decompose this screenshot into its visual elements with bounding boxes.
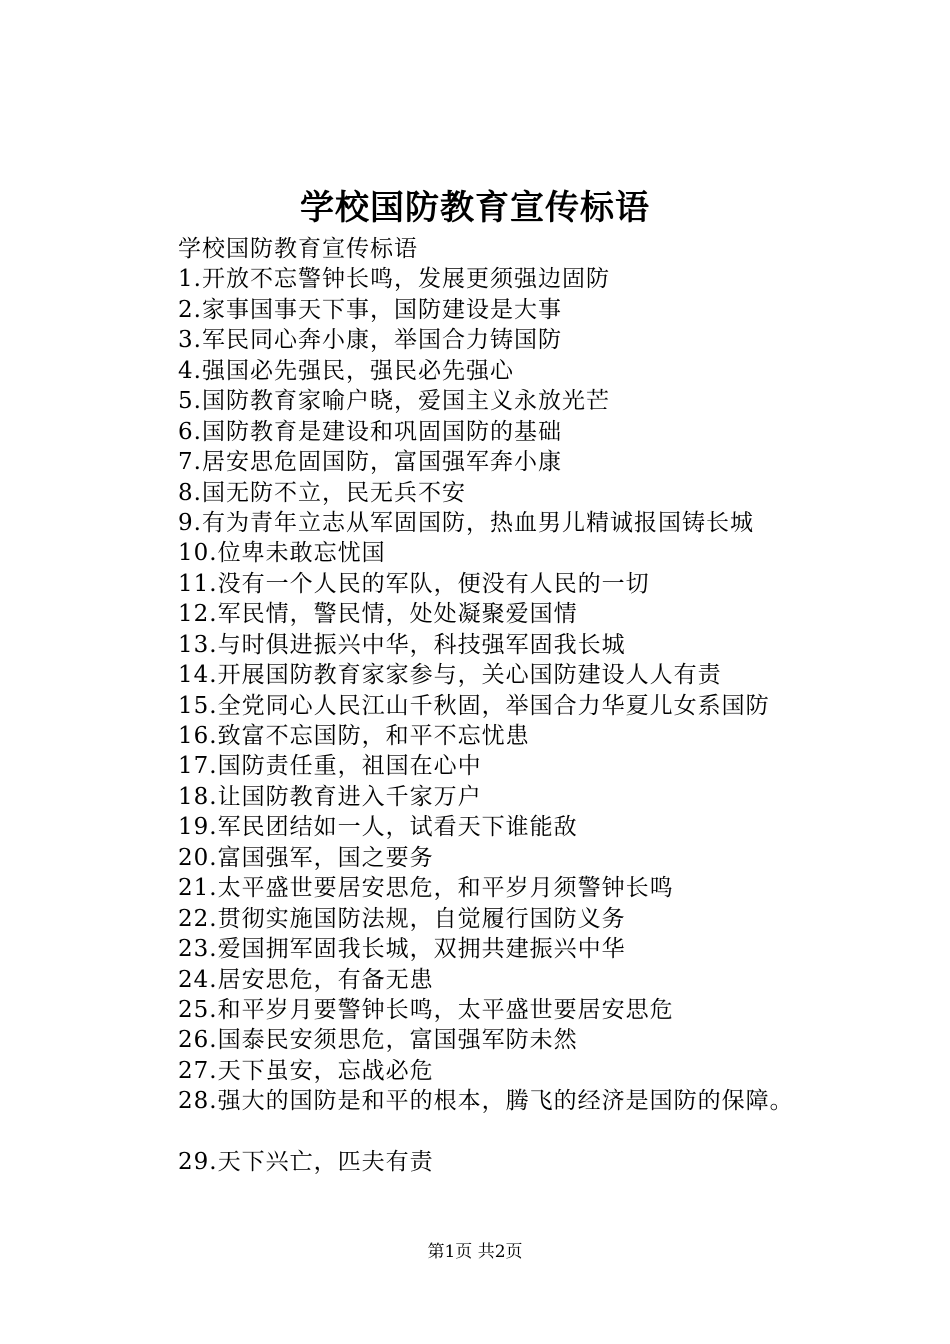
slogan-line: 14.开展国防教育家家参与，关心国防建设人人有责 <box>178 662 722 689</box>
slogan-line: 24.居安思危，有备无患 <box>178 966 434 993</box>
slogan-line: 15.全党同心人民江山千秋固，举国合力华夏儿女系国防 <box>178 692 770 719</box>
slogan-line: 25.和平岁月要警钟长鸣，太平盛世要居安思危 <box>178 996 674 1023</box>
slogan-line: 4.强国必先强民，强民必先强心 <box>178 357 514 384</box>
document-subtitle: 学校国防教育宣传标语 <box>178 236 418 262</box>
slogan-line: 16.致富不忘国防，和平不忘忧患 <box>178 723 530 749</box>
slogan-line: 12.军民情，警民情，处处凝聚爱国情 <box>178 601 578 628</box>
slogan-line: 10.位卑未敢忘忧国 <box>178 540 386 567</box>
slogan-line: 22.贯彻实施国防法规，自觉履行国防义务 <box>178 905 626 932</box>
slogan-line: 11.没有一个人民的军队，便没有人民的一切 <box>178 570 650 597</box>
slogan-line: 5.国防教育家喻户晓，爱国主义永放光芒 <box>178 388 610 415</box>
slogan-line: 7.居安思危固国防，富国强军奔小康 <box>178 449 562 476</box>
slogan-line: 29.天下兴亡，匹夫有责 <box>178 1149 434 1176</box>
document-body <box>178 234 878 1178</box>
slogan-line: 17.国防责任重，祖国在心中 <box>178 753 482 780</box>
slogan-line: 28.强大的国防是和平的根本，腾飞的经济是国防的保障。 <box>178 1088 794 1115</box>
slogan-line: 13.与时俱进振兴中华，科技强军固我长城 <box>178 631 626 658</box>
slogan-line: 19.军民团结如一人，试看天下谁能敌 <box>178 814 578 841</box>
slogan-line: 20.富国强军，国之要务 <box>178 844 434 871</box>
slogan-line: 6.国防教育是建设和巩固国防的基础 <box>178 418 562 445</box>
paragraph-gap <box>178 1117 878 1147</box>
slogan-line: 23.爱国拥军固我长城，双拥共建振兴中华 <box>178 936 626 963</box>
slogan-line: 9.有为青年立志从军固国防，热血男儿精诚报国铸长城 <box>178 509 754 536</box>
slogan-line: 3.军民同心奔小康，举国合力铸国防 <box>178 327 562 354</box>
slogan-line: 26.国泰民安须思危，富国强军防未然 <box>178 1027 578 1054</box>
page-footer: 第1页 共2页 <box>427 1242 523 1262</box>
slogan-line: 2.家事国事天下事，国防建设是大事 <box>178 296 562 323</box>
slogan-line: 21.太平盛世要居安思危，和平岁月须警钟长鸣 <box>178 875 674 902</box>
slogan-line: 18.让国防教育进入千家万户 <box>178 783 482 810</box>
slogan-line: 27.天下虽安，忘战必危 <box>178 1057 434 1084</box>
document-title: 学校国防教育宣传标语 <box>300 188 650 228</box>
slogan-line: 1.开放不忘警钟长鸣，发展更须强边固防 <box>178 266 610 293</box>
slogan-line: 8.国无防不立，民无兵不安 <box>178 479 466 506</box>
